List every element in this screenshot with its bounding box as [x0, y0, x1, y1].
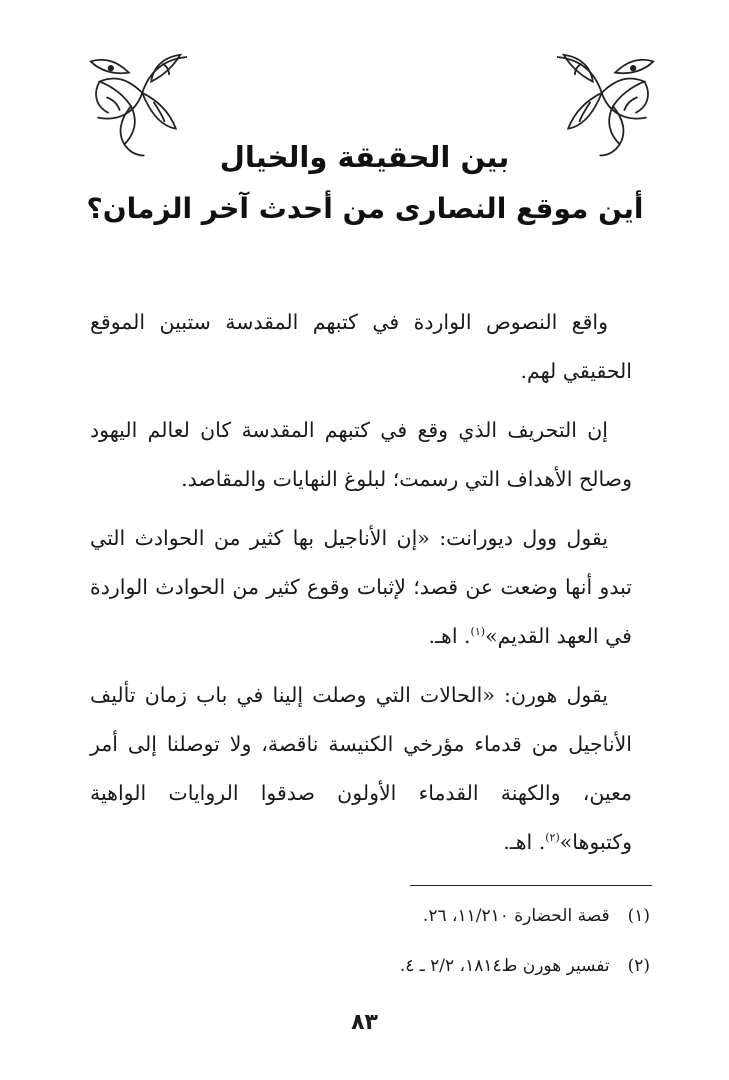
body-text: [90, 298, 632, 877]
page-title: بين الحقيقة والخيال: [219, 140, 510, 174]
footnote-text: قصة الحضارة ١١/٢١٠، ٢٦.: [422, 906, 610, 926]
quote-tail: . اهـ.: [503, 830, 546, 854]
footnote: [180, 906, 650, 926]
footnote-ref[interactable]: (٢): [545, 831, 560, 845]
quote-tail: . اهـ.: [428, 624, 471, 648]
quote-text: يقول هورن: «الحالات التي وصلت إلينا في باب زمان تأليف الأناجيل من قدماء مؤرخي الكنيسة ناقصة، ولا توصلنا إلى أمر معين، والكهنة القدماء الأولون صدقوا الروايات الواهية وكتبوها»: [90, 683, 632, 854]
footnote-number: (٢): [627, 956, 650, 976]
footnote-number: (١): [627, 906, 650, 926]
quote-text: يقول وول ديورانت: «إن الأناجيل بها كثير من الحوادث التي تبدو أنها وضعت عن قصد؛ لإثبات وقوع كثير من الحوادث الواردة في العهد القديم»: [90, 526, 632, 648]
footnote-ref[interactable]: (١): [470, 625, 486, 639]
footnote-text: تفسير هورن ط١٨١٤، ٢/٢ ـ ٤.: [399, 956, 610, 976]
page-subtitle: أين موقع النصارى من أحدث آخر الزمان؟: [86, 192, 644, 225]
quote-paragraph: [90, 671, 632, 867]
paragraph: إن التحريف الذي وقع في كتبهم المقدسة كان لعالم اليهود وصالح الأهداف التي رسمت؛ لبلوغ النهايات والمقاصد.: [90, 418, 632, 491]
page-number: ٨٣: [351, 1010, 378, 1035]
quote-paragraph: [90, 514, 632, 661]
footnote-divider: [410, 885, 652, 886]
paragraph: واقع النصوص الواردة في كتبهم المقدسة ستبين الموقع الحقيقي لهم.: [90, 310, 632, 383]
footnote: [180, 956, 650, 976]
